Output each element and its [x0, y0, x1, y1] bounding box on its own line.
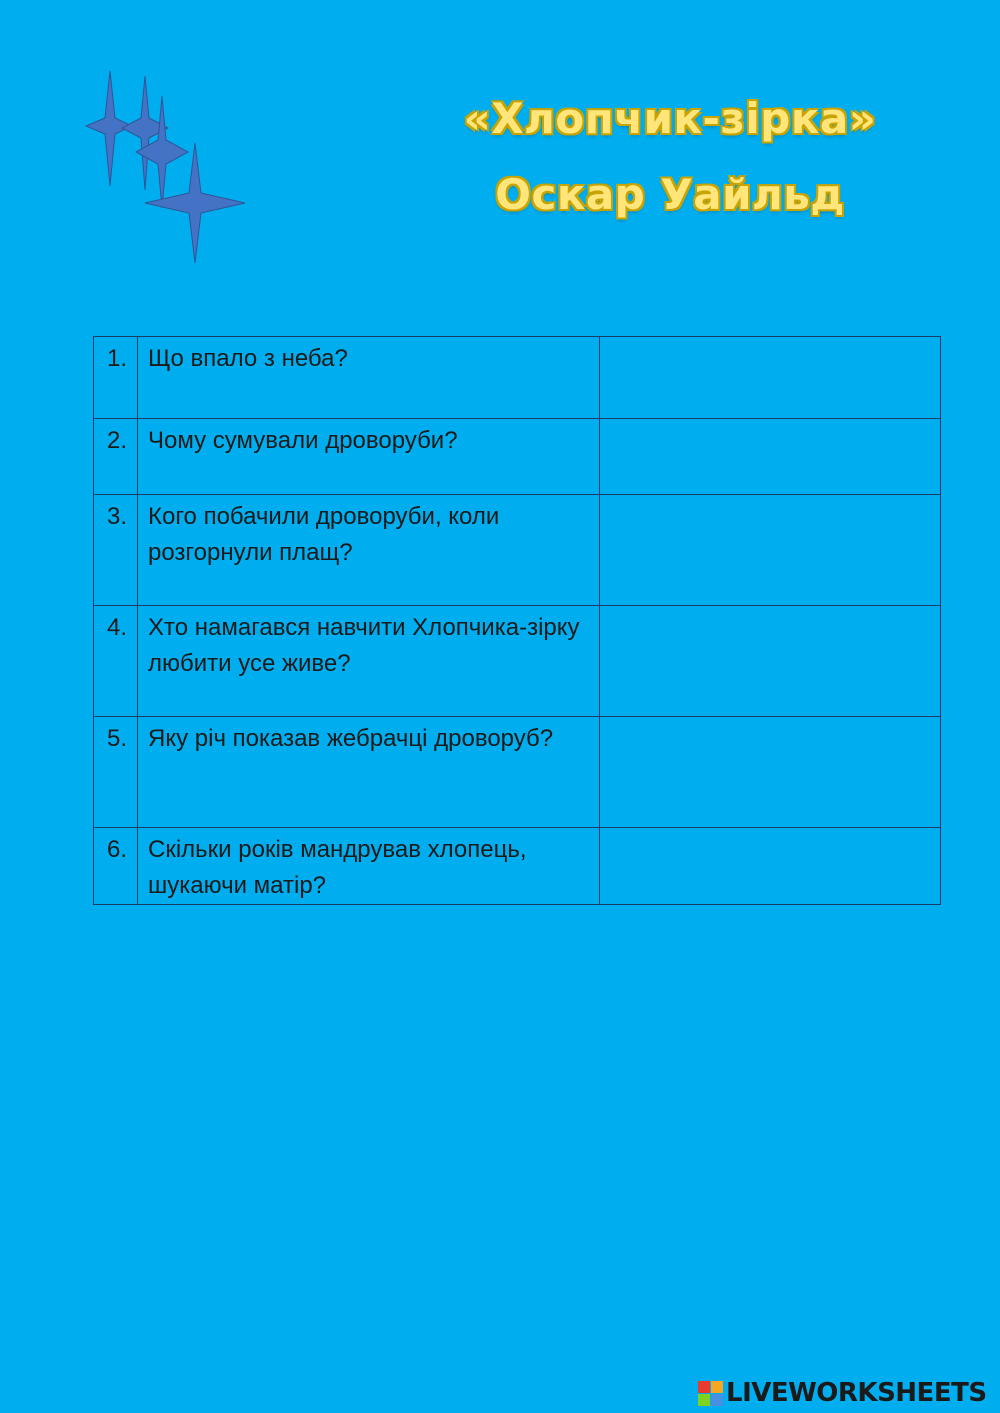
answer-cell[interactable]: [600, 495, 941, 606]
liveworksheets-logo: [698, 1378, 998, 1408]
table-row: [94, 828, 941, 905]
question-number: 2.: [94, 419, 138, 495]
question-number: 4.: [94, 606, 138, 717]
question-text: Скільки років мандрував хлопець, шукаючи матір?: [138, 828, 600, 905]
question-text: Яку річ показав жебрачці дроворуб?: [138, 717, 600, 828]
liveworksheets-logo-icon: [698, 1381, 724, 1407]
question-number: 3.: [94, 495, 138, 606]
author-name: Оскар Уайльд: [495, 170, 845, 219]
table-row: [94, 606, 941, 717]
question-number: 1.: [94, 337, 138, 419]
question-text: Чому сумували дроворуби?: [138, 419, 600, 495]
brand-name: LIVEWORKSHEETS: [726, 1378, 987, 1408]
answer-cell[interactable]: [600, 717, 941, 828]
table-row: [94, 419, 941, 495]
answer-cell[interactable]: [600, 828, 941, 905]
question-text: Кого побачили дроворуби, коли розгорнули плащ?: [138, 495, 600, 606]
question-text: Хто намагався навчити Хлопчика-зірку любити усе живе?: [138, 606, 600, 717]
answer-cell[interactable]: [600, 419, 941, 495]
answer-cell[interactable]: [600, 337, 941, 419]
questions-table: [93, 336, 941, 905]
table-row: [94, 337, 941, 419]
table-row: [94, 495, 941, 606]
question-number: 5.: [94, 717, 138, 828]
stars-decoration: [80, 68, 250, 268]
question-text: Що впало з неба?: [138, 337, 600, 419]
question-number: 6.: [94, 828, 138, 905]
answer-cell[interactable]: [600, 606, 941, 717]
table-row: [94, 717, 941, 828]
page-title: «Хлопчик-зірка»: [463, 94, 877, 143]
